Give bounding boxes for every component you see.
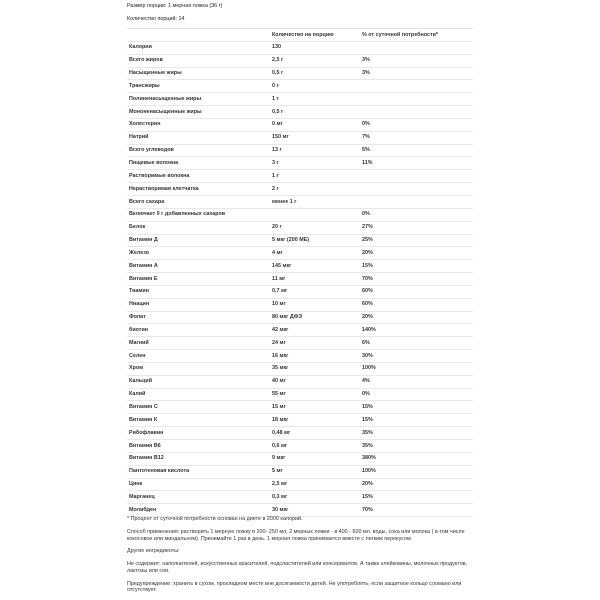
nutrient-name: Полиненасыщенные жиры [129, 95, 202, 102]
daily-value-percent: 3% [362, 57, 370, 64]
amount-per-serving: 35 мкг [272, 365, 289, 372]
daily-value-percent: 20% [362, 481, 373, 488]
nutrient-name: Всего углеводов [129, 147, 174, 154]
nutrient-name: Белок [129, 224, 146, 231]
table-row [127, 401, 473, 414]
nutrient-name: Всего сахара [129, 198, 165, 205]
table-row [127, 170, 473, 183]
daily-value-percent: 60% [362, 288, 373, 295]
nutrient-name: Холестерин [129, 121, 161, 128]
nutrient-name: Селен [129, 352, 146, 359]
nutrient-name: Всего жиров [129, 57, 163, 64]
amount-per-serving: 2,5 мг [272, 481, 288, 488]
table-row [127, 427, 473, 440]
nutrient-name: Витамин В6 [129, 442, 161, 449]
amount-per-serving: 130 [272, 44, 281, 51]
nutrient-name: Витамин В12 [129, 455, 164, 462]
amount-per-serving: 5 мг [272, 468, 283, 475]
amount-per-serving: 20 г [272, 224, 282, 231]
header-daily-value: % от суточной потребности* [362, 31, 438, 38]
nutrient-name: биотин [129, 326, 149, 333]
nutrient-name: Нерастворимая клетчатка [129, 185, 199, 192]
table-row [127, 389, 473, 402]
daily-value-percent: 70% [362, 275, 373, 282]
warning-statement: Предупреждение: хранить в сухом, прохладном месте вне досягаемости детей. Не употреблять, если защитное кольцо сломано или отсутствует. [127, 580, 462, 594]
amount-per-serving: 55 мг [272, 391, 286, 398]
nutrient-name: Марганец [129, 493, 155, 500]
amount-per-serving: 0,6 мг [272, 442, 288, 449]
nutrient-name: Витамин Е [129, 275, 158, 282]
daily-value-percent: 11% [362, 159, 373, 166]
amount-per-serving: 2 г [272, 185, 279, 192]
amount-per-serving: 13 г [272, 147, 282, 154]
header-amount: Количество на порцию [272, 31, 334, 38]
table-header [127, 29, 473, 42]
nutrient-name: Мононенасыщенные жиры [129, 108, 202, 115]
nutrient-name: Калории [129, 44, 152, 51]
table-row [127, 363, 473, 376]
amount-per-serving: 5 мкг (200 МЕ) [272, 237, 310, 244]
amount-per-serving: 145 мкг [272, 262, 292, 269]
daily-value-percent: 100% [362, 468, 376, 475]
daily-value-percent: 35% [362, 442, 373, 449]
other-ingredients: Другие ингредиенты: [127, 548, 180, 555]
daily-value-percent: 7% [362, 134, 370, 141]
table-row [127, 93, 473, 106]
nutrient-name: Цинк [129, 481, 143, 488]
nutrient-name: Витамин Д [129, 237, 158, 244]
daily-value-percent: 380% [362, 455, 376, 462]
amount-per-serving: 1 г [272, 95, 279, 102]
nutrient-name: Хром [129, 365, 144, 372]
nutrient-name: Кальций [129, 378, 153, 385]
table-row [127, 273, 473, 286]
table-row [127, 324, 473, 337]
usage-instructions: Способ применения: растворить 1 мерную ложку в 200- 250 мл, 2 мерных ложки - в 400 - 600 мл. воды, сока или молока ( в том числе кокосовое или миндальном). Принимайте 1 раз в день. 1 мерная ложка принимается вместе с легким перекусом. [127, 528, 465, 542]
table-row [127, 209, 473, 222]
table-row [127, 299, 473, 312]
table-row [127, 132, 473, 145]
daily-value-percent: 15% [362, 493, 373, 500]
amount-per-serving: 42 мкг [272, 326, 289, 333]
daily-value-percent: 3% [362, 70, 370, 77]
nutrient-name: Растворимые волокна [129, 172, 190, 179]
amount-per-serving: 0,5 г [272, 108, 284, 115]
amount-per-serving: 0,48 мг [272, 429, 291, 436]
nutrient-name: Фолат [129, 314, 146, 321]
nutrient-name: Включает 0 г добавленных сахаров [129, 211, 226, 218]
amount-per-serving: 3 г [272, 159, 279, 166]
nutrient-name: Пищевые волокна [129, 159, 179, 166]
amount-per-serving: 30 мкг [272, 506, 289, 513]
daily-value-percent: 4% [362, 378, 370, 385]
nutrient-name: Магний [129, 339, 149, 346]
table-row [127, 337, 473, 350]
daily-value-percent: 20% [362, 249, 373, 256]
daily-value-percent: 5% [362, 147, 370, 154]
amount-per-serving: менее 1 г [272, 198, 297, 205]
table-row [127, 42, 473, 55]
table-row [127, 196, 473, 209]
table-row [127, 479, 473, 492]
daily-value-percent: 35% [362, 429, 373, 436]
amount-per-serving: 11 мг [272, 275, 286, 282]
nutrient-name: Рибофлавин [129, 429, 164, 436]
daily-value-percent: 70% [362, 506, 373, 513]
nutrient-name: Калий [129, 391, 146, 398]
table-row [127, 350, 473, 363]
table-row [127, 55, 473, 68]
amount-per-serving: 0 г [272, 82, 279, 89]
daily-value-percent: 15% [362, 404, 373, 411]
nutrient-name: Витамин К [129, 416, 158, 423]
nutrient-name: Железо [129, 249, 150, 256]
notes-section [127, 516, 473, 600]
daily-value-percent: 15% [362, 416, 373, 423]
amount-per-serving: 0 мг [272, 121, 283, 128]
table-row [127, 247, 473, 260]
table-row [127, 376, 473, 389]
nutrient-name: Натрий [129, 134, 149, 141]
free-from-statement: Не содержит: наполнителей, искусственных красителей, подсластителей или консервантов. А также клейковины, молочных продуктов, лактозы или сои. [127, 561, 468, 574]
nutrient-name: Насыщенные жиры [129, 70, 182, 77]
amount-per-serving: 0,5 г [272, 70, 284, 77]
amount-per-serving: 16 мкг [272, 352, 289, 359]
table-row [127, 222, 473, 235]
daily-value-percent: 30% [362, 352, 373, 359]
amount-per-serving: 15 мг [272, 404, 286, 411]
table-row [127, 414, 473, 427]
nutrient-name: Трансжиры [129, 82, 160, 89]
daily-value-percent: 140% [362, 326, 376, 333]
serving-size: Размер порции: 1 мерная ложка (36 г) [127, 3, 223, 9]
nutrient-name: Витамин А [129, 262, 158, 269]
nutrient-name: Ниацин [129, 301, 150, 308]
daily-value-percent: 25% [362, 237, 373, 244]
amount-per-serving: 4 мг [272, 249, 283, 256]
table-row [127, 466, 473, 479]
amount-per-serving: 1 г [272, 172, 279, 179]
daily-value-percent: 0% [362, 121, 370, 128]
table-row [127, 183, 473, 196]
nutrient-name: Молибден [129, 506, 157, 513]
amount-per-serving: 150 мг [272, 134, 289, 141]
table-row [127, 106, 473, 119]
nutrition-table [127, 28, 473, 517]
daily-value-percent: 0% [362, 391, 370, 398]
table-row [127, 145, 473, 158]
daily-value-percent: 15% [362, 262, 373, 269]
amount-per-serving: 18 мкг [272, 416, 289, 423]
daily-value-percent: 27% [362, 224, 373, 231]
daily-value-percent: 0% [362, 211, 370, 218]
table-row [127, 157, 473, 170]
amount-per-serving: 24 мг [272, 339, 286, 346]
amount-per-serving: 0,7 мг [272, 288, 288, 295]
table-row [127, 440, 473, 453]
amount-per-serving: 0,3 мг [272, 493, 288, 500]
daily-value-percent: 100% [362, 365, 376, 372]
table-row [127, 286, 473, 299]
nutrient-name: Пантотеновая кислота [129, 468, 190, 475]
table-row [127, 235, 473, 248]
amount-per-serving: 80 мкг ДФЭ [272, 314, 303, 321]
amount-per-serving: 2,5 г [272, 57, 284, 64]
daily-value-percent: 20% [362, 314, 373, 321]
daily-value-percent: 60% [362, 301, 373, 308]
table-row [127, 68, 473, 81]
servings-count: Количество порций: 14 [127, 16, 185, 22]
table-row [127, 453, 473, 466]
nutrient-name: Тиамин [129, 288, 149, 295]
table-row [127, 260, 473, 273]
nutrient-name: Витамин С [129, 404, 158, 411]
daily-value-footnote: * Процент от суточной потребности основан на диете в 2000 калорий. [127, 516, 303, 522]
amount-per-serving: 40 мг [272, 378, 286, 385]
table-row [127, 312, 473, 325]
table-row [127, 119, 473, 132]
daily-value-percent: 6% [362, 339, 370, 346]
table-row [127, 80, 473, 93]
amount-per-serving: 10 мг [272, 301, 286, 308]
amount-per-serving: 9 мкг [272, 455, 286, 462]
table-row [127, 491, 473, 504]
